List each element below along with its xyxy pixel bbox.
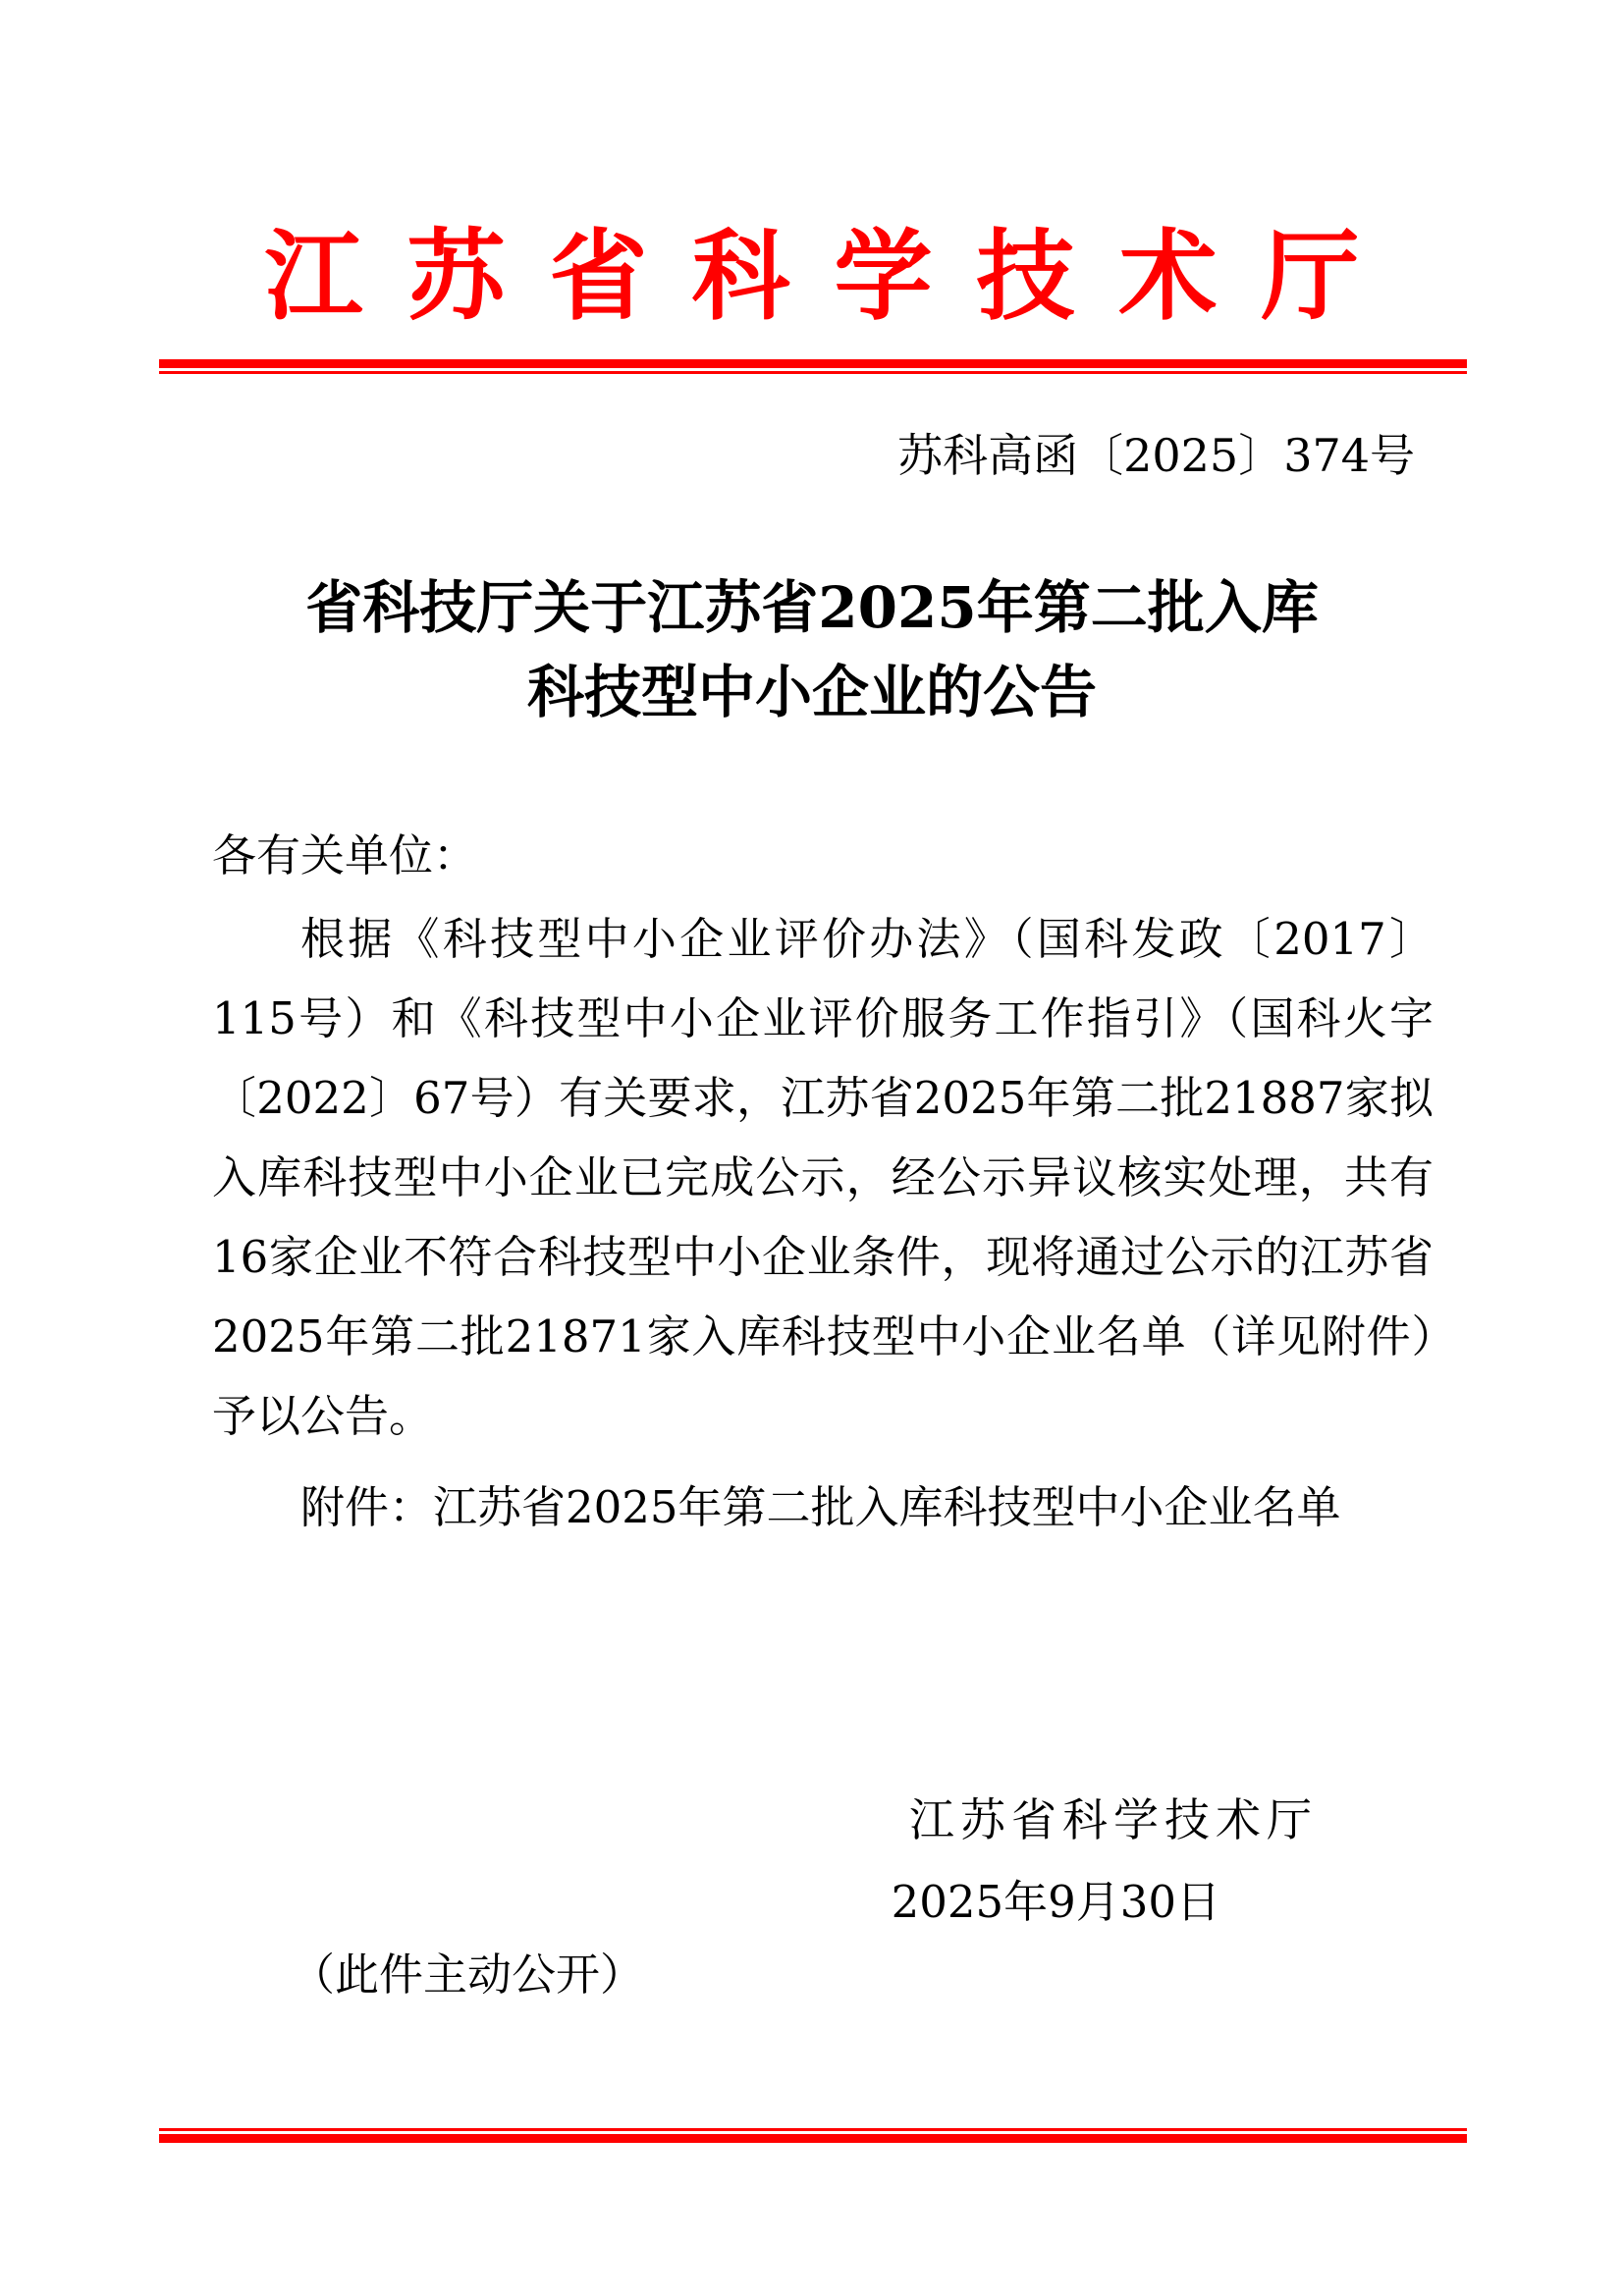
document-number: 苏科高函〔2025〕374号 [897, 429, 1415, 482]
agency-header [0, 218, 1624, 334]
document-title-line2: 科技型中小企业的公告 [526, 659, 1097, 725]
footer-divider-thick-line [159, 2134, 1467, 2143]
signature-date: 2025年9月30日 [891, 1876, 1220, 1928]
signature-agency: 江苏省科学技术厅 [909, 1793, 1318, 1846]
attachment-line: 附件：江苏省2025年第二批入库科技型中小企业名单 [300, 1481, 1341, 1533]
salutation: 各有关单位： [212, 829, 478, 881]
document-title [0, 565, 1624, 734]
header-divider-thin-line [159, 371, 1467, 374]
document-title-line1: 省科技厅关于江苏省2025年第二批入库 [305, 574, 1319, 641]
body-paragraph: 根据《科技型中小企业评价办法》（国科发政〔2017〕115号）和《科技型中小企业评价服务工作指引》（国科火字〔2022〕67号）有关要求，江苏省2025年第二批21887家拟入库科技型中小企业已完成公示，经公示异议核实处理，共有16家企业不符合科技型中小企业条件，现将通过公示的江苏省2025年第二批21871家入库科技型中小企业名单（详见附件）予以公告。 [212, 913, 1434, 1442]
disclosure-note: （此件主动公开） [291, 1949, 645, 2001]
footer-divider [159, 2128, 1467, 2143]
agency-header-text: 江苏省科学技术厅 [264, 218, 1404, 334]
header-divider [159, 359, 1467, 374]
header-divider-thick-line [159, 359, 1467, 368]
